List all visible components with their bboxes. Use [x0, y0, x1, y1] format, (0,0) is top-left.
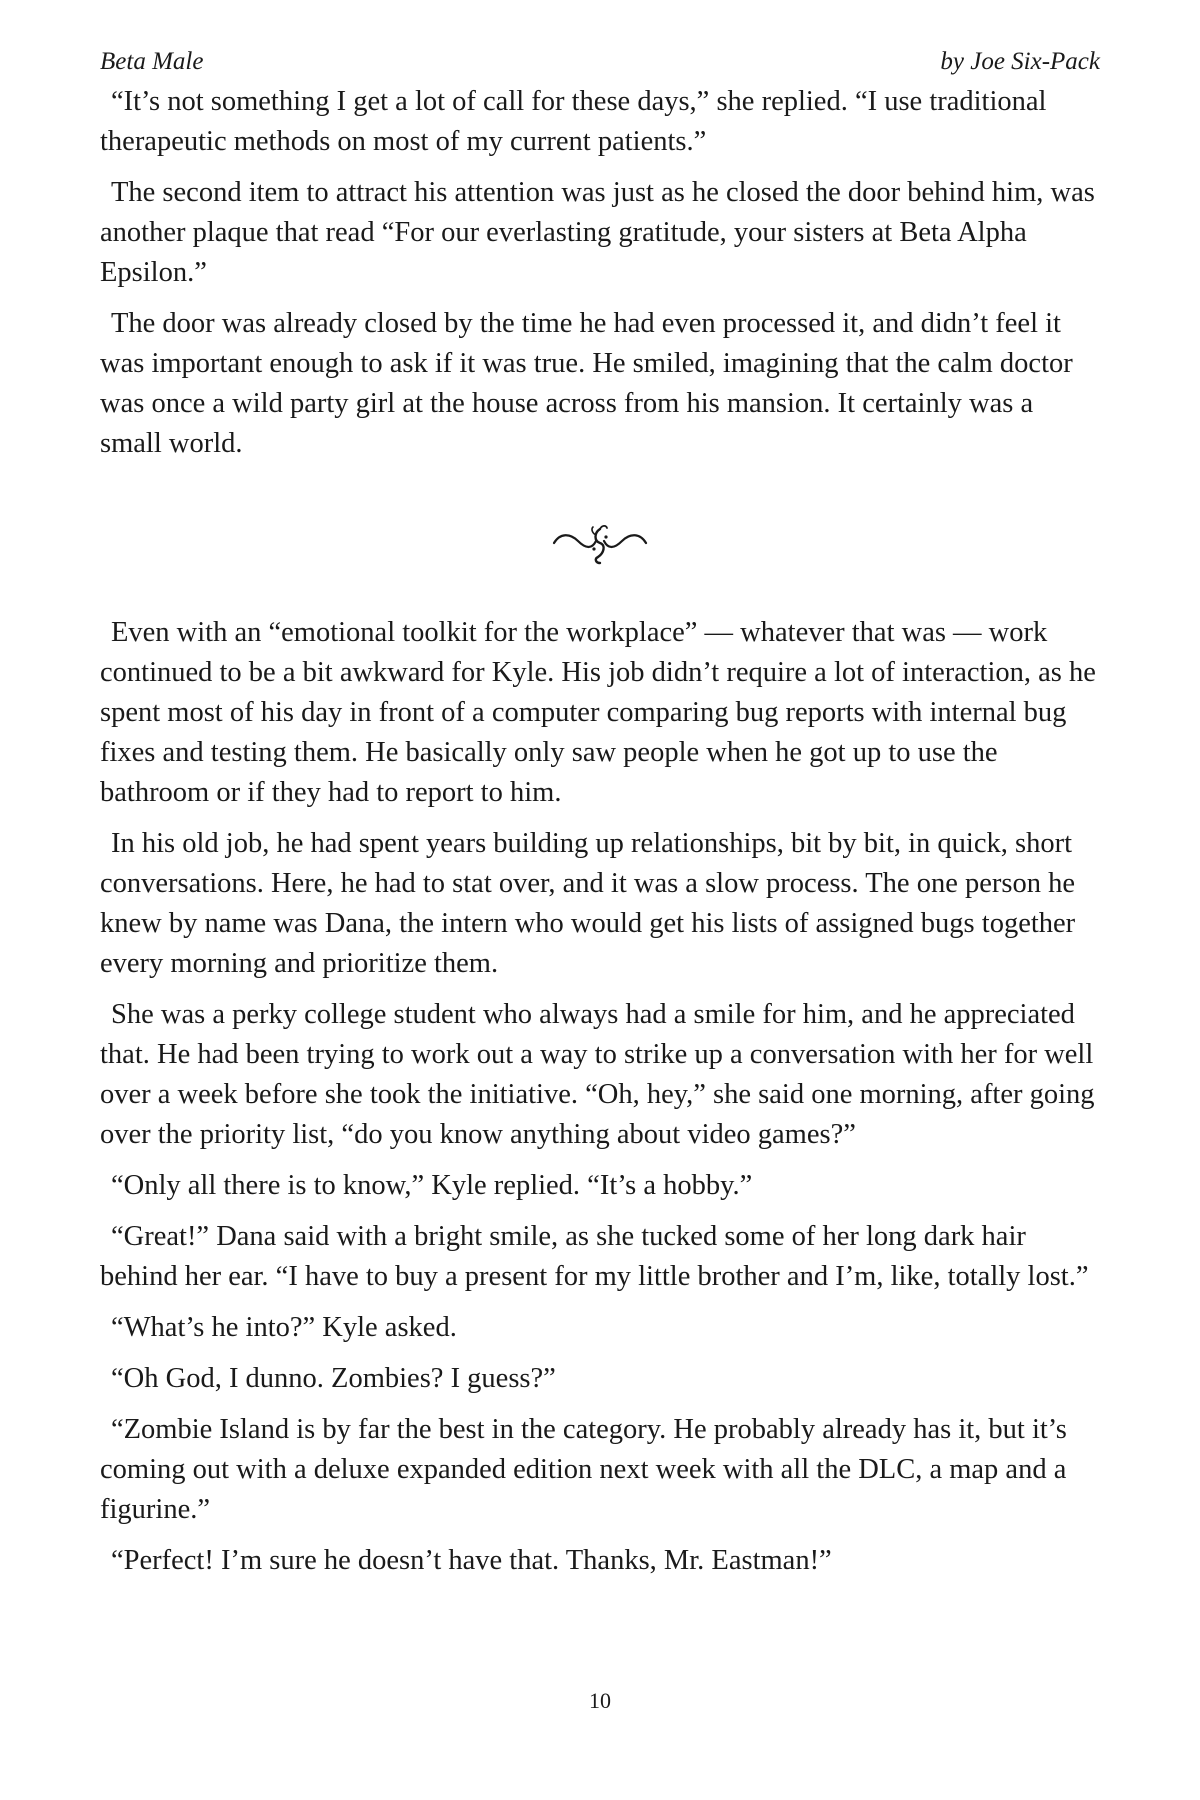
paragraph: “What’s he into?” Kyle asked.	[111, 1312, 457, 1343]
paragraph: Even with an “emotional toolkit for the workplace” — whatever that was — work continued to be a bit awkward for Kyle. His job didn’t require a lot of interaction, as he spent most of his day in front of a computer comparing bug reports with internal bug fixes and testing them. He basically only saw people when he got up to use the bathroom or if they had to report to him.	[100, 617, 1096, 808]
paragraph: “It’s not something I get a lot of call for these days,” she replied. “I use traditional therapeutic methods on most of my current patients.”	[100, 86, 1047, 157]
paragraph: “Great!” Dana said with a bright smile, as she tucked some of her long dark hair behind her ear. “I have to buy a present for my little brother and I’m, like, totally lost.”	[100, 1221, 1089, 1292]
paragraph: “Zombie Island is by far the best in the category. He probably already has it, but it’s coming out with a deluxe expanded edition next week with all the DLC, a map and a figurine.”	[100, 1414, 1067, 1525]
paragraph: “Only all there is to know,” Kyle replied. “It’s a hobby.”	[111, 1170, 753, 1201]
paragraph: In his old job, he had spent years building up relationships, bit by bit, in quick, short conversations. Here, he had to stat over, and it was a slow process. The one person he knew by name was Dana, the intern who would get his lists of assigned bugs together every morning and prioritize them.	[100, 828, 1076, 979]
paragraph: The door was already closed by the time he had even processed it, and didn’t feel it was important enough to ask if it was true. He smiled, imagining that the calm doctor was once a wild party girl at the house across from his mansion. It certainly was a small world.	[100, 308, 1073, 459]
page-number: 10	[589, 1688, 611, 1713]
paragraph: The second item to attract his attention was just as he closed the door behind him, was another plaque that read “For our everlasting gratitude, your sisters at Beta Alpha Epsilon.”	[100, 177, 1095, 288]
author-byline: by Joe Six-Pack	[940, 48, 1100, 75]
scene-break	[0, 513, 1200, 573]
paragraph: “Oh God, I dunno. Zombies? I guess?”	[111, 1363, 556, 1394]
book-title: Beta Male	[100, 48, 204, 75]
paragraph: She was a perky college student who always had a smile for him, and he appreciated that. He had been trying to work out a way to strike up a conversation with her for well over a week before she took the initiative. “Oh, hey,” she said one morning, after going over the priority list, “do you know anything about video games?”	[100, 999, 1095, 1150]
text-section-2	[100, 613, 1100, 1592]
text-section-1	[100, 82, 1100, 475]
ornamental-flourish-icon	[540, 513, 660, 573]
running-header	[100, 42, 1100, 82]
paragraph: “Perfect! I’m sure he doesn’t have that. Thanks, Mr. Eastman!”	[111, 1545, 832, 1576]
